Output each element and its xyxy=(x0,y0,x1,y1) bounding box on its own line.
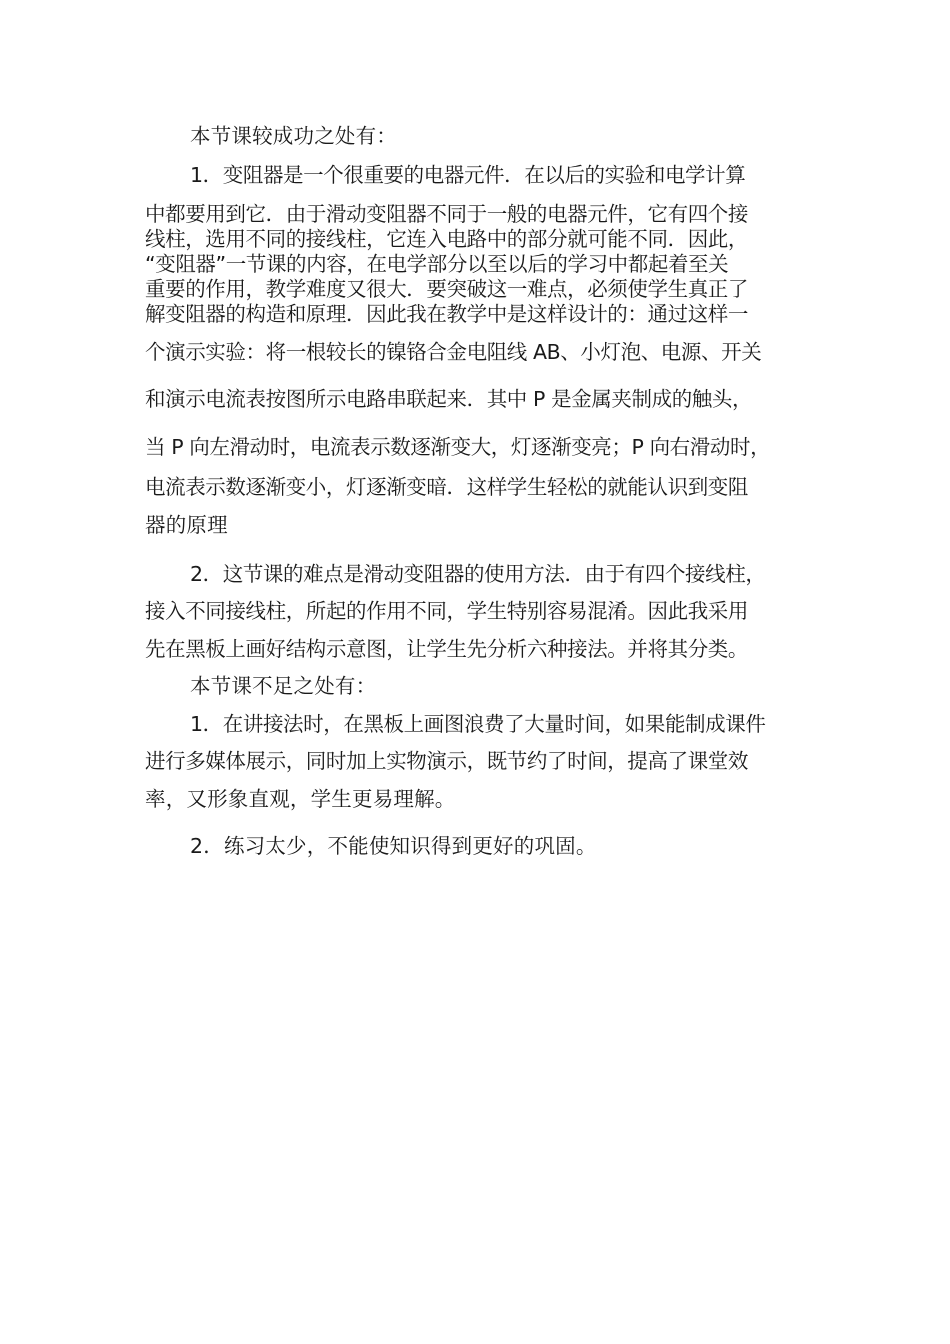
text-line: 中都要用到它．由于滑动变阻器不同于一般的电器元件，它有四个接 xyxy=(145,202,748,226)
text-line: “变阻器”一节课的内容，在电学部分以至以后的学习中都起着至关 xyxy=(145,252,729,276)
text-line: 个演示实验：将一根较长的镍铬合金电阻线 AB、小灯泡、电源、开关 xyxy=(145,340,762,364)
text-line: 线柱，选用不同的接线柱，它连入电路中的部分就可能不同．因此， xyxy=(145,227,748,251)
text-line: 本节课不足之处有： xyxy=(190,674,377,698)
text-line: 先在黑板上画好结构示意图，让学生先分析六种接法。并将其分类。 xyxy=(145,637,748,661)
text-line: 器的原理 xyxy=(145,513,228,537)
text-line: 电流表示数逐渐变小，灯逐渐变暗．这样学生轻松的就能认识到变阻 xyxy=(145,475,748,499)
text-line: 1．变阻器是一个很重要的电器元件．在以后的实验和电学计算 xyxy=(190,163,746,187)
text-line: 1．在讲接法时，在黑板上画图浪费了大量时间，如果能制成课件 xyxy=(190,712,766,736)
text-line: 当 P 向左滑动时，电流表示数逐渐变大，灯逐渐变亮；P 向右滑动时， xyxy=(145,435,771,459)
text-line: 率，又形象直观，学生更易理解。 xyxy=(145,787,456,811)
text-line: 接入不同接线柱，所起的作用不同，学生特别容易混淆。因此我采用 xyxy=(145,599,748,623)
text-line: 本节课较成功之处有： xyxy=(190,124,397,148)
text-line: 解变阻器的构造和原理．因此我在教学中是这样设计的：通过这样一 xyxy=(145,302,748,326)
text-line: 2．这节课的难点是滑动变阻器的使用方法．由于有四个接线柱， xyxy=(190,562,766,586)
text-line: 重要的作用，教学难度又很大．要突破这一难点，必须使学生真正了 xyxy=(145,277,748,301)
text-line: 进行多媒体展示，同时加上实物演示，既节约了时间，提高了课堂效 xyxy=(145,749,748,773)
text-line: 2．练习太少，不能使知识得到更好的巩固。 xyxy=(190,834,597,858)
text-line: 和演示电流表按图所示电路串联起来．其中 P 是金属夹制成的触头， xyxy=(145,387,753,411)
